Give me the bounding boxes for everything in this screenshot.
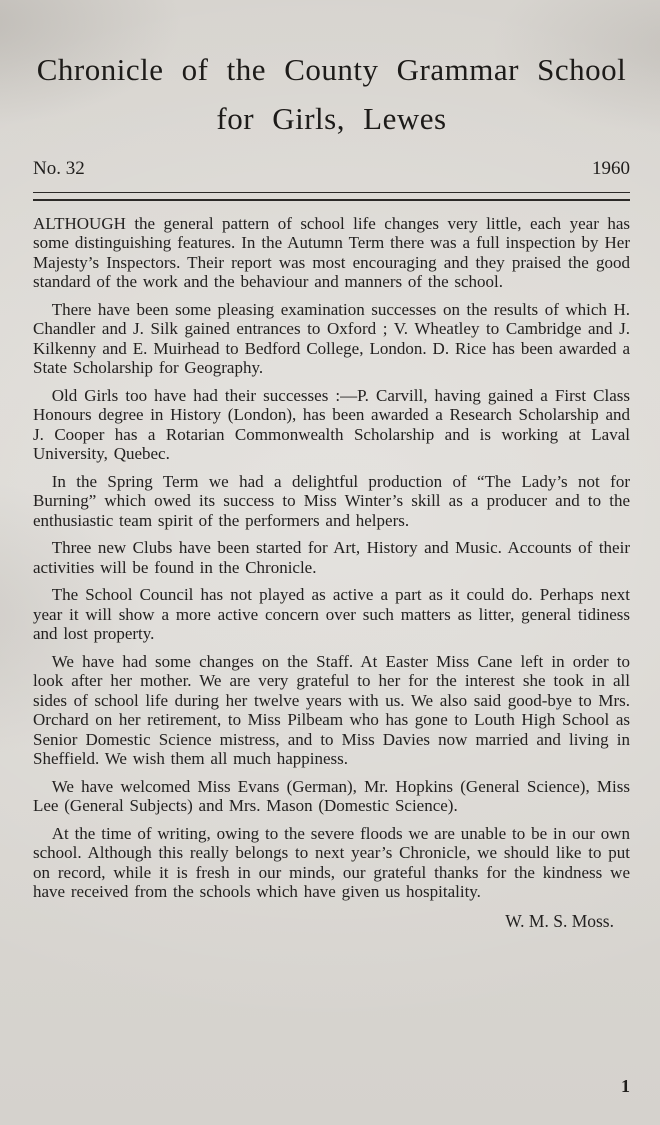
body-paragraph: Old Girls too have had their successes :—P. Carvill, having gained a First Class Honours degree in History (London), has been awarded a Research Scholarship and J. Cooper has a Rotarian Commonwealth Scholarship and is working at Laval University, Quebec. bbox=[33, 385, 630, 464]
body-paragraph: Three new Clubs have been started for Art, History and Music. Accounts of their activities will be found in the Chronicle. bbox=[33, 538, 630, 577]
masthead bbox=[33, 46, 630, 201]
page-title-line-1: Chronicle of the County Grammar School bbox=[36, 52, 627, 87]
article-body bbox=[33, 214, 630, 932]
issue-number: No. 32 bbox=[33, 157, 85, 179]
page-number: 1 bbox=[621, 1076, 630, 1096]
body-paragraph: We have welcomed Miss Evans (German), Mr. Hopkins (General Science), Miss Lee (General Subjects) and Mrs. Mason (Domestic Science). bbox=[33, 776, 630, 816]
body-paragraph: There have been some pleasing examination successes on the results of which H. Chandler and J. Silk gained entrances to Oxford ; V. Wheatley to Cambridge and J. Kilkenny and E. Muirhead to Bedford College, London. D. Rice has been awarded a State Scholarship for Geography. bbox=[33, 299, 630, 378]
page-title-line-2: for Girls, Lewes bbox=[216, 100, 447, 136]
body-paragraph: ALTHOUGH the general pattern of school life changes very little, each year has some distinguishing features. In the Autumn Term there was a full inspection by Her Majesty’s Inspectors. Their report was most encouraging and they praised the good standard of the work and the behaviour and manners of the school. bbox=[33, 213, 630, 292]
body-paragraph: In the Spring Term we had a delightful production of “The Lady’s not for Burning” which owed its success to Miss Winter’s skill as a producer and to the enthusiastic team spirit of the performers and helpers. bbox=[33, 471, 630, 530]
year-label: 1960 bbox=[592, 157, 630, 179]
header-double-rule bbox=[33, 192, 630, 201]
body-paragraph: We have had some changes on the Staff. At Easter Miss Cane left in order to look after her mother. We are very grateful to her for the interest she took in all sides of school life during her twelve years with us. We also said good-bye to Mrs. Orchard on her retirement, to Miss Pilbeam who has gone to Louth High School as Senior Domestic Science mistress, and to Miss Davies now married and living in Sheffield. We wish them all much happiness. bbox=[33, 651, 630, 769]
body-paragraph: At the time of writing, owing to the severe floods we are unable to be in our own school. Although this really belongs to next year’s Chronicle, we should like to put on record, while it is fresh in our minds, our grateful thanks for the kindness we have received from the schools which have given us hospitality. bbox=[33, 823, 630, 902]
signature: W. M. S. Moss. bbox=[505, 910, 614, 931]
body-paragraph: The School Council has not played as active a part as it could do. Perhaps next year it will show a more active concern over such matters as litter, general tidiness and lost property. bbox=[33, 585, 630, 644]
